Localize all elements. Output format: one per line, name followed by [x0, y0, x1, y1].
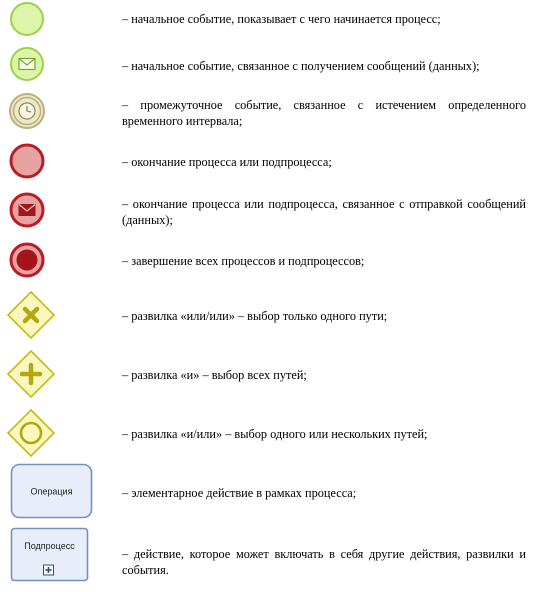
- end-event-circle: [0, 142, 60, 182]
- legend-text: – начальное событие, показывает с чего начинается процесс;: [122, 12, 441, 26]
- message-start-event-icon: [0, 45, 60, 85]
- legend-row-inclusive-gateway: [0, 408, 540, 458]
- legend-text: – завершение всех процессов и подпроцессов;: [122, 254, 365, 268]
- legend-text: – окончание процесса или подпроцесса, связанное с отправкой сообщений (данных);: [122, 197, 526, 227]
- timer-intermediate-event-icon: [0, 92, 60, 132]
- exclusive-gateway-icon: [0, 290, 62, 342]
- legend-row-start-event: [0, 0, 540, 40]
- legend-text: – развилка «или/или» – выбор только одного пути;: [122, 309, 388, 323]
- parallel-gateway-icon: [0, 349, 62, 401]
- terminate-circle: [0, 241, 60, 281]
- plus-square-icon: [44, 565, 54, 575]
- legend-row-subprocess: [0, 527, 540, 587]
- legend-row-timer-intermediate-event: [0, 92, 540, 132]
- legend-row-terminate-end-event: [0, 241, 540, 281]
- task-label: Операция: [30, 486, 73, 497]
- subprocess-box: [0, 527, 100, 587]
- legend-text: – окончание процесса или подпроцесса;: [122, 155, 332, 169]
- start-event-circle: [0, 0, 60, 40]
- legend-text: – развилка «и/или» – выбор одного или нескольких путей;: [122, 427, 428, 441]
- legend-row-parallel-gateway: [0, 349, 540, 399]
- legend-text: – развилка «и» – выбор всех путей;: [122, 368, 307, 382]
- legend-text: – действие, которое может включать в себя другие действия, развилки и события.: [122, 547, 526, 577]
- legend-row-task: [0, 463, 540, 523]
- subprocess-label: Подпроцесс: [24, 541, 75, 551]
- legend-text: – начальное событие, связанное с получением сообщений (данных);: [122, 59, 480, 73]
- inclusive-gateway-icon: [0, 408, 62, 460]
- envelope-icon: [19, 59, 35, 70]
- clock-icon: [19, 103, 35, 119]
- envelope-icon: [19, 205, 35, 216]
- legend-text: – элементарное действие в рамках процесса;: [122, 486, 357, 500]
- legend-row-message-start-event: [0, 45, 540, 85]
- legend-row-exclusive-gateway: [0, 290, 540, 340]
- legend-text: – промежуточное событие, связанное с истечением определенного временного интервала;: [122, 98, 526, 128]
- legend-row-end-event: [0, 142, 540, 182]
- legend-row-message-end-event: [0, 191, 540, 231]
- message-end-event-icon: [0, 191, 60, 231]
- task-box: [0, 463, 100, 523]
